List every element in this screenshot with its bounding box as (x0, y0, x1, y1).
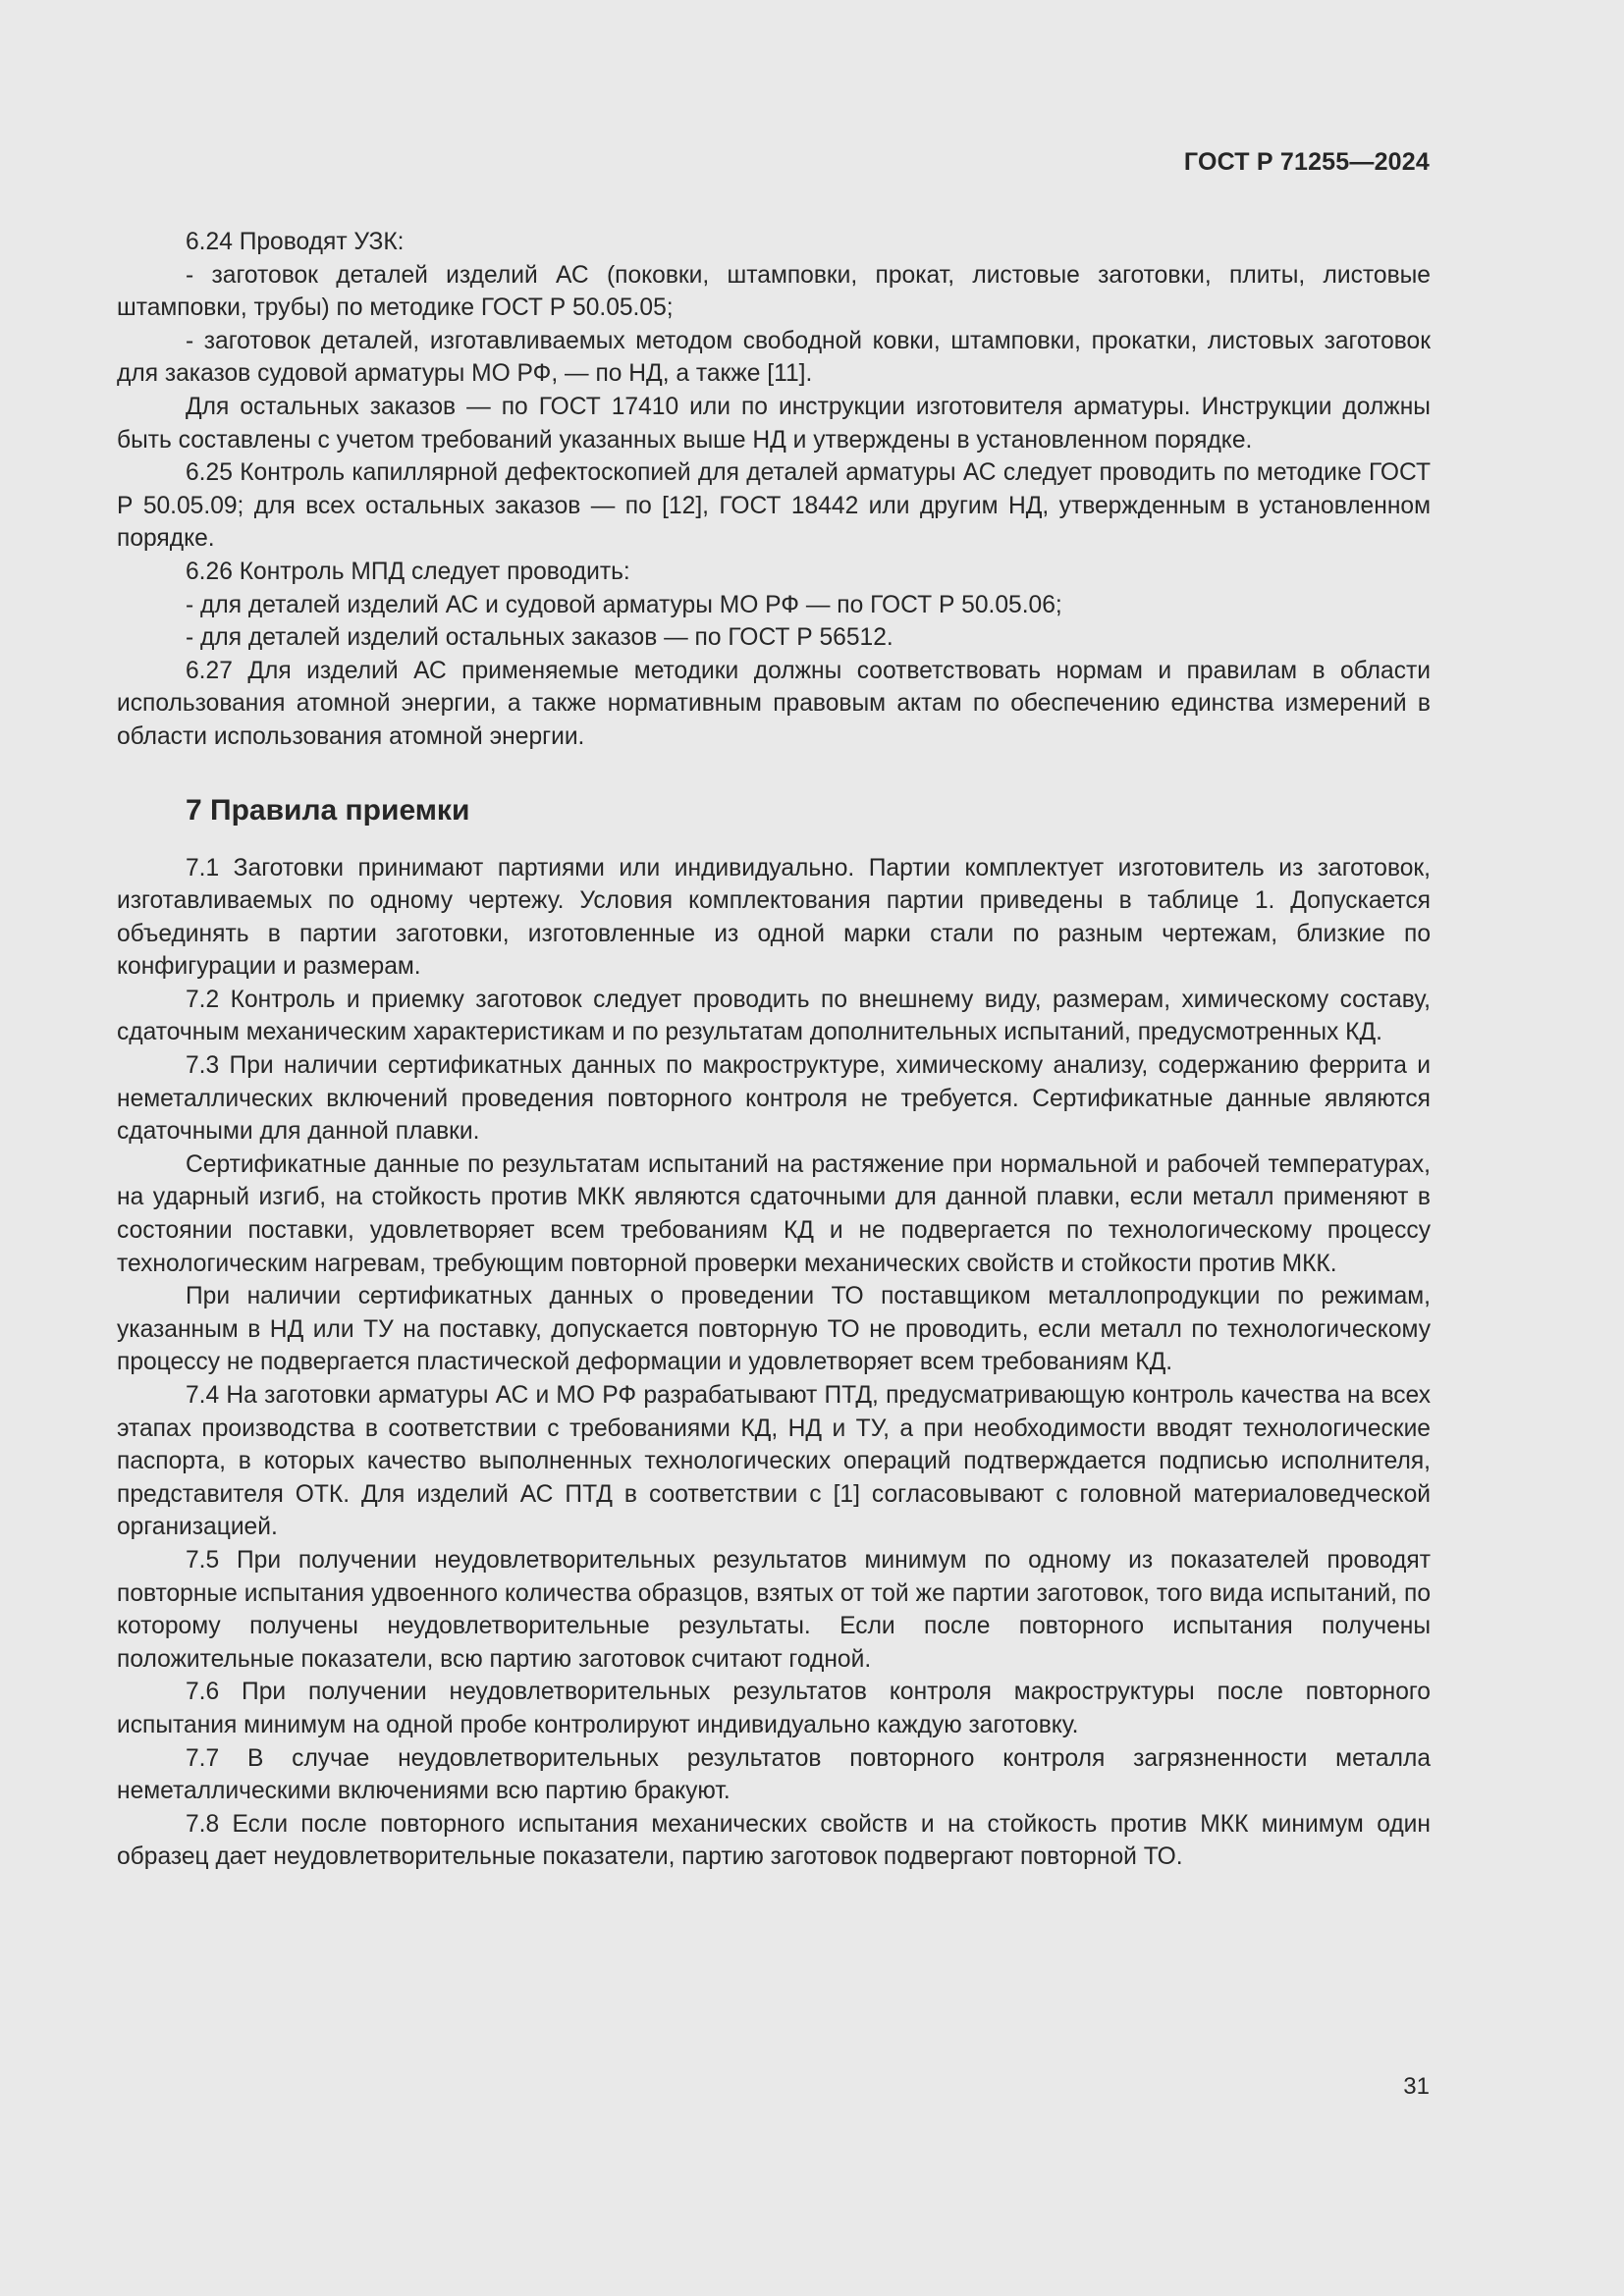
paragraph-7-7: 7.7 В случае неудовлетворительных результатов повторного контроля загрязненности металла неметаллическими включениями всю партию бракуют. (117, 1744, 1431, 1805)
document-code-header: ГОСТ Р 71255—2024 (1183, 148, 1430, 176)
paragraph-6-26-item-2: - для деталей изделий остальных заказов — по ГОСТ Р 56512. (186, 624, 893, 652)
page-number: 31 (1403, 2073, 1430, 2100)
paragraph-7-4: 7.4 На заготовки арматуры АС и МО РФ разрабатывают ПТД, предусматривающую контроль качества на всех этапах производства в соответствии с требованиями КД, НД и ТУ, а при необходимости вводят технологические паспорта, в которых качество выполненных технологических операций подтверждается подписью исполнителя, представителя ОТК. Для изделий АС ПТД в соответствии с [1] согласовывают с головной материаловедческой организацией. (117, 1382, 1431, 1541)
paragraph-6-24-item-1: - заготовок деталей изделий АС (поковки, штамповки, прокат, листовые заготовки, плиты, листовые штамповки, трубы) по методике ГОСТ Р 50.05.05; (117, 261, 1431, 322)
paragraph-7-6: 7.6 При получении неудовлетворительных результатов контроля макроструктуры после повторного испытания минимум на одной пробе контролируют индивидуально каждую заготовку. (117, 1679, 1431, 1738)
paragraph-7-2: 7.2 Контроль и приемку заготовок следует проводить по внешнему виду, размерам, химическому составу, сдаточным механическим характеристикам и по результатам дополнительных испытаний, предусмотренных КД. (117, 986, 1431, 1046)
paragraph-6-24-item-2: - заготовок деталей, изготавливаемых методом свободной ковки, штамповки, прокатки, листовых заготовок для заказов судовой арматуры МО РФ, — по НД, а также [11]. (117, 327, 1431, 388)
paragraph-6-25: 6.25 Контроль капиллярной дефектоскопией для деталей арматуры АС следует проводить по методике ГОСТ Р 50.05.09; для всех остальных заказов — по [12], ГОСТ 18442 или другим НД, утвержденным в установленном порядке. (117, 459, 1431, 553)
paragraph-6-24: 6.24 Проводят УЗК: (186, 229, 405, 255)
paragraph-7-8: 7.8 Если после повторного испытания механических свойств и на стойкость против МКК минимум один образец дает неудовлетворительные показатели, партию заготовок подвергают повторной ТО. (117, 1810, 1431, 1871)
paragraph-7-5: 7.5 При получении неудовлетворительных результатов минимум по одному из показателей проводят повторные испытания удвоенного количества образцов, взятых от той же партии заготовок, того вида испытаний, по которому получены неудовлетворительные результаты. Если после повторного испытания получены положительные показатели, всю партию заготовок считают годной. (117, 1546, 1431, 1673)
paragraph-7-3-certificate-data: Сертификатные данные по результатам испытаний на растяжение при нормальной и рабочей температурах, на ударный изгиб, на стойкость против МКК являются сдаточными для данной плавки, если металл применяют в состоянии поставки, удовлетворяет всем требованиям КД и не подвергается по технологическому процессу технологическим нагревам, требующим повторной проверки механических свойств и стойкости против МКК. (117, 1150, 1431, 1277)
paragraph-6-26-item-1: - для деталей изделий АС и судовой арматуры МО РФ — по ГОСТ Р 50.05.06; (186, 591, 1062, 618)
paragraph-7-3: 7.3 При наличии сертификатных данных по макроструктуре, химическому анализу, содержанию феррита и неметаллических включений проведения повторного контроля не требуется. Сертификатные данные являются сдаточными для данной плавки. (117, 1052, 1431, 1146)
paragraph-6-24-other-orders: Для остальных заказов — по ГОСТ 17410 или по инструкции изготовителя арматуры. Инструкции должны быть составлены с учетом требований указанных выше НД и утверждены в установленном порядке. (117, 393, 1431, 454)
paragraph-7-3-heat-treatment: При наличии сертификатных данных о проведении ТО поставщиком металлопродукции по режимам, указанным в НД или ТУ на поставку, допускается повторную ТО не проводить, если металл по технологическому процессу не подвергается пластической деформации и удовлетворяет всем требованиям КД. (117, 1283, 1431, 1376)
page-content (117, 226, 1431, 1874)
section-7-heading: 7 Правила приемки (186, 793, 470, 827)
paragraph-6-26: 6.26 Контроль МПД следует проводить: (186, 558, 630, 585)
paragraph-6-27: 6.27 Для изделий АС применяемые методики должны соответствовать нормам и правилам в области использования атомной энергии, а также нормативным правовым актам по обеспечению единства измерений в области использования атомной энергии. (117, 657, 1431, 750)
paragraph-7-1: 7.1 Заготовки принимают партиями или индивидуально. Партии комплектует изготовитель из заготовок, изготавливаемых по одному чертежу. Условия комплектования партии приведены в таблице 1. Допускается объединять в партии заготовки, изготовленные из одной марки стали по разным чертежам, близкие по конфигурации и размерам. (117, 854, 1431, 981)
